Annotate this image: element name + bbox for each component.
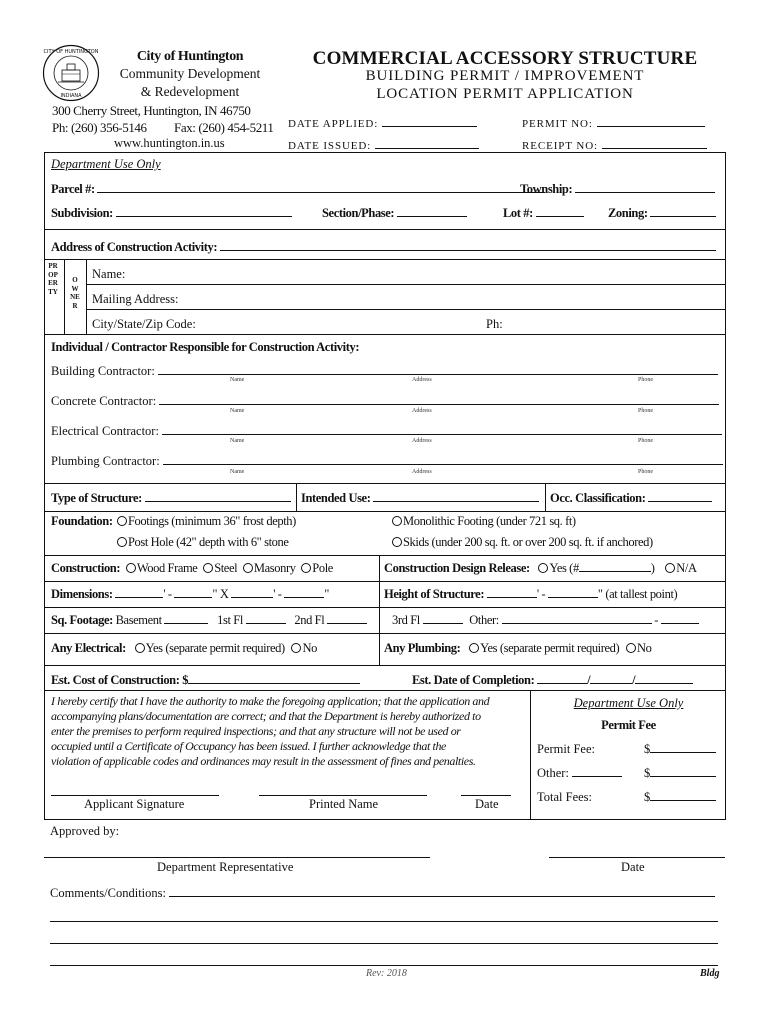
- completion-date-label: Est. Date of Completion:: [412, 673, 535, 687]
- foundation-footings-text: Footings (minimum 36" frost depth): [128, 514, 296, 528]
- applicant-signature-label: Applicant Signature: [84, 797, 185, 811]
- plumbing-row: [384, 641, 651, 656]
- total-fees-field[interactable]: [644, 790, 716, 805]
- city-phone: Ph: (260) 356-5146: [52, 120, 147, 135]
- divider: [44, 555, 726, 556]
- completion-date-field[interactable]: Est. Date of Completion: / /: [412, 673, 693, 688]
- applicant-signature-line[interactable]: [51, 795, 219, 796]
- sub-label-address: Address: [412, 438, 432, 444]
- divider: [44, 665, 726, 666]
- plumbing-no-text: No: [637, 641, 652, 655]
- date-issued-field[interactable]: [288, 138, 479, 152]
- structure-type-label: Type of Structure:: [51, 491, 142, 505]
- svg-text:CITY OF HUNTINGTON: CITY OF HUNTINGTON: [43, 49, 99, 55]
- contractor-heading: Individual / Contractor Responsible for Construction Activity:: [51, 340, 360, 354]
- divider: [44, 633, 726, 634]
- electrical-contractor-line[interactable]: [162, 424, 722, 435]
- svg-text:INDIANA: INDIANA: [60, 93, 82, 99]
- electrical-no-radio[interactable]: [291, 643, 301, 653]
- dept-rep-signature-line[interactable]: [44, 857, 430, 858]
- electrical-row: [51, 641, 317, 656]
- city-seal: [42, 44, 100, 102]
- parcel-line[interactable]: [97, 182, 545, 193]
- form-title: COMMERCIAL ACCESSORY STRUCTURE: [312, 48, 698, 69]
- dimensions-label: Dimensions:: [51, 587, 113, 601]
- dimensions-ft1-line[interactable]: [115, 587, 163, 598]
- completion-year-line[interactable]: [635, 673, 693, 684]
- parcel-label: Parcel #:: [51, 182, 95, 196]
- sub-label-address: Address: [412, 469, 432, 475]
- total-fees-line[interactable]: [650, 790, 716, 801]
- divider: [545, 483, 546, 511]
- dimensions-in1-line[interactable]: [174, 587, 212, 598]
- concrete-contractor-line[interactable]: [159, 394, 719, 405]
- approval-date-label: Date: [621, 860, 645, 874]
- sub-label-phone: Phone: [638, 438, 653, 444]
- other-fee-amount-field[interactable]: [644, 766, 716, 781]
- sqft-1st-line[interactable]: [246, 613, 286, 624]
- city-website: www.huntington.in.us: [114, 136, 225, 150]
- form-subtitle-1: BUILDING PERMIT / IMPROVEMENT: [365, 68, 645, 84]
- construction-address-label: Address of Construction Activity:: [51, 240, 218, 254]
- design-release-na-text: N/A: [676, 561, 697, 575]
- divider: [86, 259, 87, 334]
- permit-no-label: PERMIT NO:: [522, 118, 593, 130]
- height-label: Height of Structure:: [384, 587, 485, 601]
- comments-line[interactable]: [50, 965, 718, 966]
- dimensions-in2-line[interactable]: [284, 587, 324, 598]
- electrical-yes-radio[interactable]: [135, 643, 145, 653]
- foundation-posthole-text: Post Hole (42" depth with 6" stone: [128, 535, 289, 549]
- electrical-label: Any Electrical:: [51, 641, 126, 655]
- plumbing-yes-text: Yes (separate permit required): [480, 641, 620, 655]
- applicant-date-label: Date: [475, 797, 499, 811]
- divider: [44, 483, 726, 484]
- dollar-sign: $: [644, 742, 651, 756]
- intended-use-line[interactable]: [373, 491, 539, 502]
- approved-by-label: Approved by:: [50, 824, 120, 838]
- intended-use-field[interactable]: [301, 491, 539, 506]
- design-release-row: Construction Design Release: Yes (# ) N/A: [384, 561, 697, 575]
- date-applied-label: DATE APPLIED:: [288, 118, 379, 130]
- owner-phone-label: Ph:: [486, 317, 503, 331]
- plumbing-contractor-field[interactable]: [51, 454, 723, 469]
- comments-line[interactable]: [169, 886, 715, 897]
- concrete-contractor-field[interactable]: [51, 394, 719, 409]
- owner-city-label: City/State/Zip Code:: [92, 317, 196, 331]
- township-field[interactable]: [520, 182, 715, 197]
- est-cost-line[interactable]: [188, 673, 360, 684]
- parcel-field[interactable]: [51, 182, 545, 197]
- sqft-other-label: Other:: [469, 613, 499, 627]
- dept-line2: & Redevelopment: [140, 84, 240, 99]
- owner-vertical-label: OWNER: [70, 276, 80, 310]
- permit-no-field[interactable]: [522, 116, 705, 130]
- divider: [379, 555, 380, 665]
- plumbing-contractor-label: Plumbing Contractor:: [51, 454, 160, 468]
- dimensions-ft2-line[interactable]: [231, 587, 273, 598]
- construction-row: [51, 561, 333, 576]
- est-cost-field[interactable]: [51, 673, 360, 688]
- printed-name-label: Printed Name: [309, 797, 379, 811]
- printed-name-line[interactable]: [259, 795, 427, 796]
- permit-no-line[interactable]: [597, 116, 705, 127]
- divider: [44, 259, 726, 260]
- foundation-footings-radio[interactable]: [117, 516, 127, 526]
- sub-label-phone: Phone: [638, 377, 653, 383]
- divider: [44, 581, 726, 582]
- zoning-label: Zoning:: [608, 206, 648, 220]
- design-release-na-radio[interactable]: [665, 563, 675, 573]
- height-in-line[interactable]: [548, 587, 598, 598]
- zoning-field[interactable]: [608, 206, 716, 221]
- dept-line1: Community Development: [119, 66, 261, 81]
- date-applied-line[interactable]: [382, 116, 477, 127]
- receipt-no-field[interactable]: [522, 138, 707, 152]
- comments-field[interactable]: [50, 886, 715, 901]
- certification-line: enter the premises to perform required inspections; and that any structure will not be used or: [51, 724, 461, 738]
- construction-address-line[interactable]: [220, 240, 716, 251]
- certification-line: accompanying plans/documentation are correct; and that the Department is hereby authorized to: [51, 709, 481, 723]
- section-phase-line[interactable]: [397, 206, 467, 217]
- divider: [44, 607, 726, 608]
- certification-line: I hereby certify that I have the authority to make the foregoing application; that the application and: [51, 694, 490, 708]
- owner-name-label: Name:: [92, 267, 126, 281]
- subdivision-field[interactable]: [51, 206, 292, 221]
- construction-wood-text: Wood Frame: [136, 561, 198, 575]
- height-ft-line[interactable]: [487, 587, 537, 598]
- comments-line[interactable]: [50, 943, 718, 944]
- comments-line[interactable]: [50, 921, 718, 922]
- applicant-date-line[interactable]: [461, 795, 511, 796]
- sqft-row-right[interactable]: 3rd Fl Other: -: [392, 613, 699, 628]
- permit-fee-label: Permit Fee:: [537, 742, 595, 756]
- divider: [44, 690, 726, 691]
- structure-type-line[interactable]: [145, 491, 291, 502]
- construction-steel-text: Steel: [214, 561, 238, 575]
- permit-fee-field[interactable]: [644, 742, 716, 757]
- construction-masonry-radio[interactable]: [243, 563, 253, 573]
- dept-rep-label: Department Representative: [157, 860, 294, 874]
- zoning-line[interactable]: [650, 206, 716, 217]
- sub-label-phone: Phone: [638, 408, 653, 414]
- divider: [44, 334, 726, 335]
- electrical-no-text: No: [302, 641, 317, 655]
- sqft-row-left[interactable]: [51, 613, 367, 628]
- dollar-sign: $: [644, 766, 651, 780]
- height-row[interactable]: Height of Structure: ' - " (at tallest point): [384, 587, 678, 601]
- other-fee-amount-line[interactable]: [650, 766, 716, 777]
- building-contractor-line[interactable]: [158, 364, 718, 375]
- lot-field[interactable]: [503, 206, 584, 221]
- certification-text: [51, 694, 489, 769]
- building-contractor-field[interactable]: [51, 364, 718, 379]
- construction-steel-radio[interactable]: [203, 563, 213, 573]
- foundation-skids-radio[interactable]: [392, 537, 402, 547]
- occ-class-line[interactable]: [648, 491, 712, 502]
- occ-class-field[interactable]: [550, 491, 712, 506]
- divider: [296, 483, 297, 511]
- sqft-basement-line[interactable]: [164, 613, 208, 624]
- construction-wood-radio[interactable]: [126, 563, 136, 573]
- total-fees-label: Total Fees:: [537, 790, 593, 804]
- design-release-yes-radio[interactable]: [538, 563, 548, 573]
- divider: [86, 284, 726, 285]
- section-phase-field[interactable]: [322, 206, 467, 221]
- construction-pole-text: Pole: [312, 561, 333, 575]
- structure-type-field[interactable]: [51, 491, 291, 506]
- sub-label-name: Name: [230, 408, 245, 414]
- construction-label: Construction:: [51, 561, 121, 575]
- other-fee-label: Other:: [537, 766, 569, 780]
- city-name: City of Huntington: [136, 49, 244, 64]
- sqft-other-desc-line[interactable]: [502, 613, 652, 624]
- other-fee-field[interactable]: [537, 766, 622, 781]
- sub-label-phone: Phone: [638, 469, 653, 475]
- divider: [64, 259, 65, 334]
- construction-pole-radio[interactable]: [301, 563, 311, 573]
- design-release-number-line[interactable]: [579, 561, 651, 572]
- foundation-footings-option[interactable]: [117, 514, 296, 529]
- dollar-sign: $: [644, 790, 651, 804]
- sqft-basement-label: Basement: [115, 613, 162, 627]
- building-contractor-label: Building Contractor:: [51, 364, 155, 378]
- receipt-no-line[interactable]: [602, 138, 707, 149]
- sqft-3rd-line[interactable]: [423, 613, 463, 624]
- sub-label-name: Name: [230, 469, 245, 475]
- certification-line: violation of applicable codes and ordinances may result in the assessment of fines and penalties.: [51, 754, 476, 768]
- date-issued-line[interactable]: [375, 138, 479, 149]
- revision-label: Rev: 2018: [366, 968, 407, 979]
- intended-use-label: Intended Use:: [301, 491, 371, 505]
- divider: [44, 511, 726, 512]
- construction-masonry-text: Masonry: [253, 561, 296, 575]
- divider: [44, 229, 726, 230]
- foundation-label: Foundation:: [51, 514, 113, 528]
- est-cost-label: Est. Cost of Construction: $: [51, 673, 189, 687]
- sqft-label: Sq. Footage:: [51, 613, 113, 627]
- divider: [86, 309, 726, 310]
- completion-month-line[interactable]: [537, 673, 587, 684]
- date-applied-field[interactable]: [288, 116, 477, 130]
- subdivision-label: Subdivision:: [51, 206, 113, 220]
- dept-use-heading: Department Use Only: [51, 157, 161, 171]
- receipt-no-label: RECEIPT NO:: [522, 140, 599, 152]
- sub-label-name: Name: [230, 377, 245, 383]
- approval-date-line[interactable]: [549, 857, 725, 858]
- permit-fee-title: Permit Fee: [601, 718, 656, 732]
- lot-line[interactable]: [536, 206, 584, 217]
- sqft-2nd-label: 2nd Fl: [294, 613, 325, 627]
- permit-fee-line[interactable]: [650, 742, 716, 753]
- plumbing-yes-radio[interactable]: [469, 643, 479, 653]
- foundation-monolithic-option[interactable]: [392, 514, 576, 529]
- section-phase-label: Section/Phase:: [322, 206, 395, 220]
- sub-label-address: Address: [412, 377, 432, 383]
- plumbing-label: Any Plumbing:: [384, 641, 461, 655]
- form-subtitle-2: LOCATION PERMIT APPLICATION: [376, 86, 634, 102]
- lot-label: Lot #:: [503, 206, 533, 220]
- property-vertical-label: PROPERTY: [48, 262, 58, 296]
- township-label: Township:: [520, 182, 573, 196]
- comments-label: Comments/Conditions:: [50, 886, 166, 900]
- foundation-skids-text: Skids (under 200 sq. ft. or over 200 sq. ft. if anchored): [403, 535, 653, 549]
- concrete-contractor-label: Concrete Contractor:: [51, 394, 157, 408]
- city-fax: Fax: (260) 454-5211: [174, 120, 274, 135]
- dimensions-row[interactable]: Dimensions: ' - " X ' - ": [51, 587, 329, 601]
- sqft-2nd-line[interactable]: [327, 613, 367, 624]
- township-line[interactable]: [575, 182, 715, 193]
- sub-label-name: Name: [230, 438, 245, 444]
- height-note: (at tallest point): [605, 587, 678, 601]
- foundation-monolithic-text: Monolithic Footing (under 721 sq. ft): [403, 514, 576, 528]
- sqft-1st-label: 1st Fl: [217, 613, 243, 627]
- certification-line: occupied until a Certificate of Occupancy has been issued. I further acknowledge that the: [51, 739, 446, 753]
- electrical-yes-text: Yes (separate permit required): [145, 641, 285, 655]
- foundation-skids-option[interactable]: [392, 535, 653, 550]
- completion-day-line[interactable]: [590, 673, 632, 684]
- design-release-yes-text: Yes (#: [549, 561, 579, 575]
- sqft-other-value-line[interactable]: [661, 613, 699, 624]
- date-issued-label: DATE ISSUED:: [288, 140, 372, 152]
- foundation-posthole-radio[interactable]: [117, 537, 127, 547]
- subdivision-line[interactable]: [116, 206, 292, 217]
- other-fee-desc-line[interactable]: [572, 766, 622, 777]
- occ-class-label: Occ. Classification:: [550, 491, 646, 505]
- plumbing-contractor-line[interactable]: [163, 454, 723, 465]
- owner-mailing-label: Mailing Address:: [92, 292, 179, 306]
- electrical-contractor-field[interactable]: [51, 424, 722, 439]
- fee-dept-heading: Department Use Only: [573, 696, 684, 710]
- construction-address-field[interactable]: [51, 240, 716, 255]
- design-release-label: Construction Design Release:: [384, 561, 530, 575]
- sqft-3rd-label: 3rd Fl: [392, 613, 420, 627]
- electrical-contractor-label: Electrical Contractor:: [51, 424, 159, 438]
- foundation-monolithic-radio[interactable]: [392, 516, 402, 526]
- foundation-posthole-option[interactable]: [117, 535, 289, 550]
- sub-label-address: Address: [412, 408, 432, 414]
- plumbing-no-radio[interactable]: [626, 643, 636, 653]
- city-address: 300 Cherry Street, Huntington, IN 46750: [52, 103, 251, 118]
- department-code: Bldg: [700, 968, 720, 979]
